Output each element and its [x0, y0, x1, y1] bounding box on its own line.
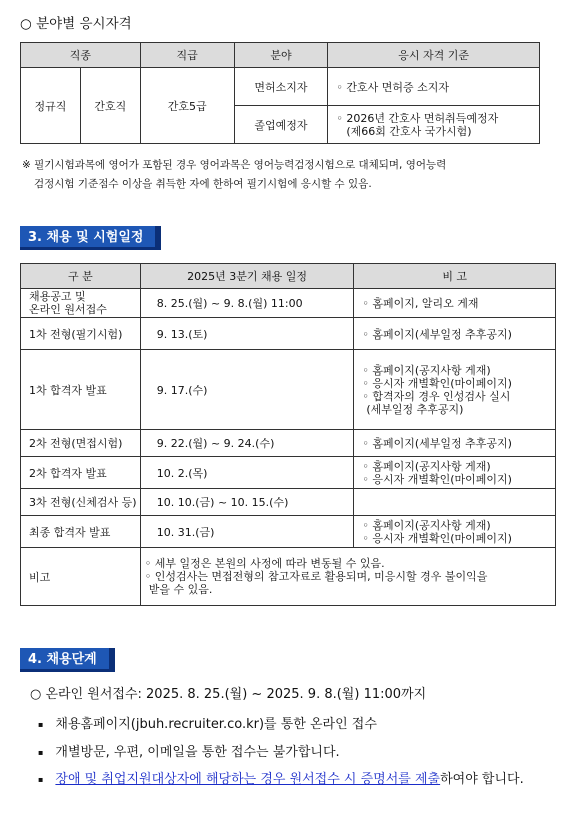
section-4-badge: 4. 채용단계	[20, 648, 115, 672]
cell-field-graduate: 졸업예정자	[234, 106, 328, 144]
cell-grade: 간호5급	[140, 68, 234, 144]
table-row-remark: 비고 ◦ 세부 일정은 본원의 사정에 따라 변동될 수 있음. ◦ 인성검사는 면접전형의 참고자료로 활용되며, 미응시할 경우 불이익을 받을 수 있음.	[21, 548, 556, 606]
table-row: 2차 전형(면접시험) 9. 22.(월) ~ 9. 24.(수) ◦ 홈페이지(세부일정 추후공지)	[21, 430, 556, 457]
schedule-table	[20, 263, 556, 606]
header-field: 분야	[234, 43, 328, 68]
cell-criteria-graduate: ◦ 2026년 간호사 면허취득예정자 (제66회 간호사 국가시험)	[328, 106, 540, 144]
qualification-note: ※ 필기시험과목에 영어가 포함된 경우 영어과목은 영어능력검정시험으로 대체되며, 영어능력 검정시험 기준점수 이상을 취득한 자에 한하여 필기시험에 응시할 수 있음.	[22, 159, 447, 190]
header-criteria: 응시 자격 기준	[328, 43, 540, 68]
table-row: 1차 합격자 발표 9. 17.(수) ◦ 홈페이지(공지사항 게재) ◦ 응시자 개별확인(마이페이지) ◦ 합격자의 경우 인성검사 실시 (세부일정 추후공지)	[21, 350, 556, 430]
online-application-intro: ○ 온라인 원서접수: 2025. 8. 25.(월) ~ 2025. 9. 8.(월) 11:00까지	[30, 687, 427, 702]
header-remarks: 비 고	[354, 264, 556, 289]
cell-job: 간호직	[80, 68, 140, 144]
list-item: ▪ 채용홈페이지(jbuh.recruiter.co.kr)를 통한 온라인 접수	[38, 717, 377, 732]
qualification-table	[20, 42, 540, 144]
square-bullet-icon: ▪	[38, 775, 44, 784]
table-row: 1차 전형(필기시험) 9. 13.(토) ◦ 홈페이지(세부일정 추후공지)	[21, 318, 556, 350]
certificate-submission-link[interactable]: 장애 및 취업지원대상자에 해당하는 경우 원서접수 시 증명서를 제출	[55, 772, 441, 787]
table-row: 3차 전형(신체검사 등) 10. 10.(금) ~ 10. 15.(수)	[21, 489, 556, 516]
list-item: ▪ 장애 및 취업지원대상자에 해당하는 경우 원서접수 시 증명서를 제출하여야 합니다.	[38, 772, 524, 787]
section-3-badge: 3. 채용 및 시험일정	[20, 226, 161, 250]
header-grade: 직급	[140, 43, 234, 68]
square-bullet-icon: ▪	[38, 748, 44, 757]
cell-criteria-licensed: ◦ 간호사 면허증 소지자	[328, 68, 540, 106]
header-category: 구 분	[21, 264, 141, 289]
header-schedule: 2025년 3분기 채용 일정	[140, 264, 354, 289]
qualification-section-title: ○ 분야별 응시자격	[20, 16, 132, 32]
table-row: 채용공고 및 온라인 원서접수 8. 25.(월) ~ 9. 8.(월) 11:00 ◦ 홈페이지, 알리오 게재	[21, 289, 556, 318]
cell-type: 정규직	[21, 68, 81, 144]
table-row: 2차 합격자 발표 10. 2.(목) ◦ 홈페이지(공지사항 게재) ◦ 응시자 개별확인(마이페이지)	[21, 457, 556, 489]
list-item: ▪ 개별방문, 우편, 이메일을 통한 접수는 불가합니다.	[38, 745, 340, 760]
table-row: 최종 합격자 발표 10. 31.(금) ◦ 홈페이지(공지사항 게재) ◦ 응시자 개별확인(마이페이지)	[21, 516, 556, 548]
header-job-type: 직종	[21, 43, 141, 68]
square-bullet-icon: ▪	[38, 720, 44, 729]
cell-field-licensed: 면허소지자	[234, 68, 328, 106]
